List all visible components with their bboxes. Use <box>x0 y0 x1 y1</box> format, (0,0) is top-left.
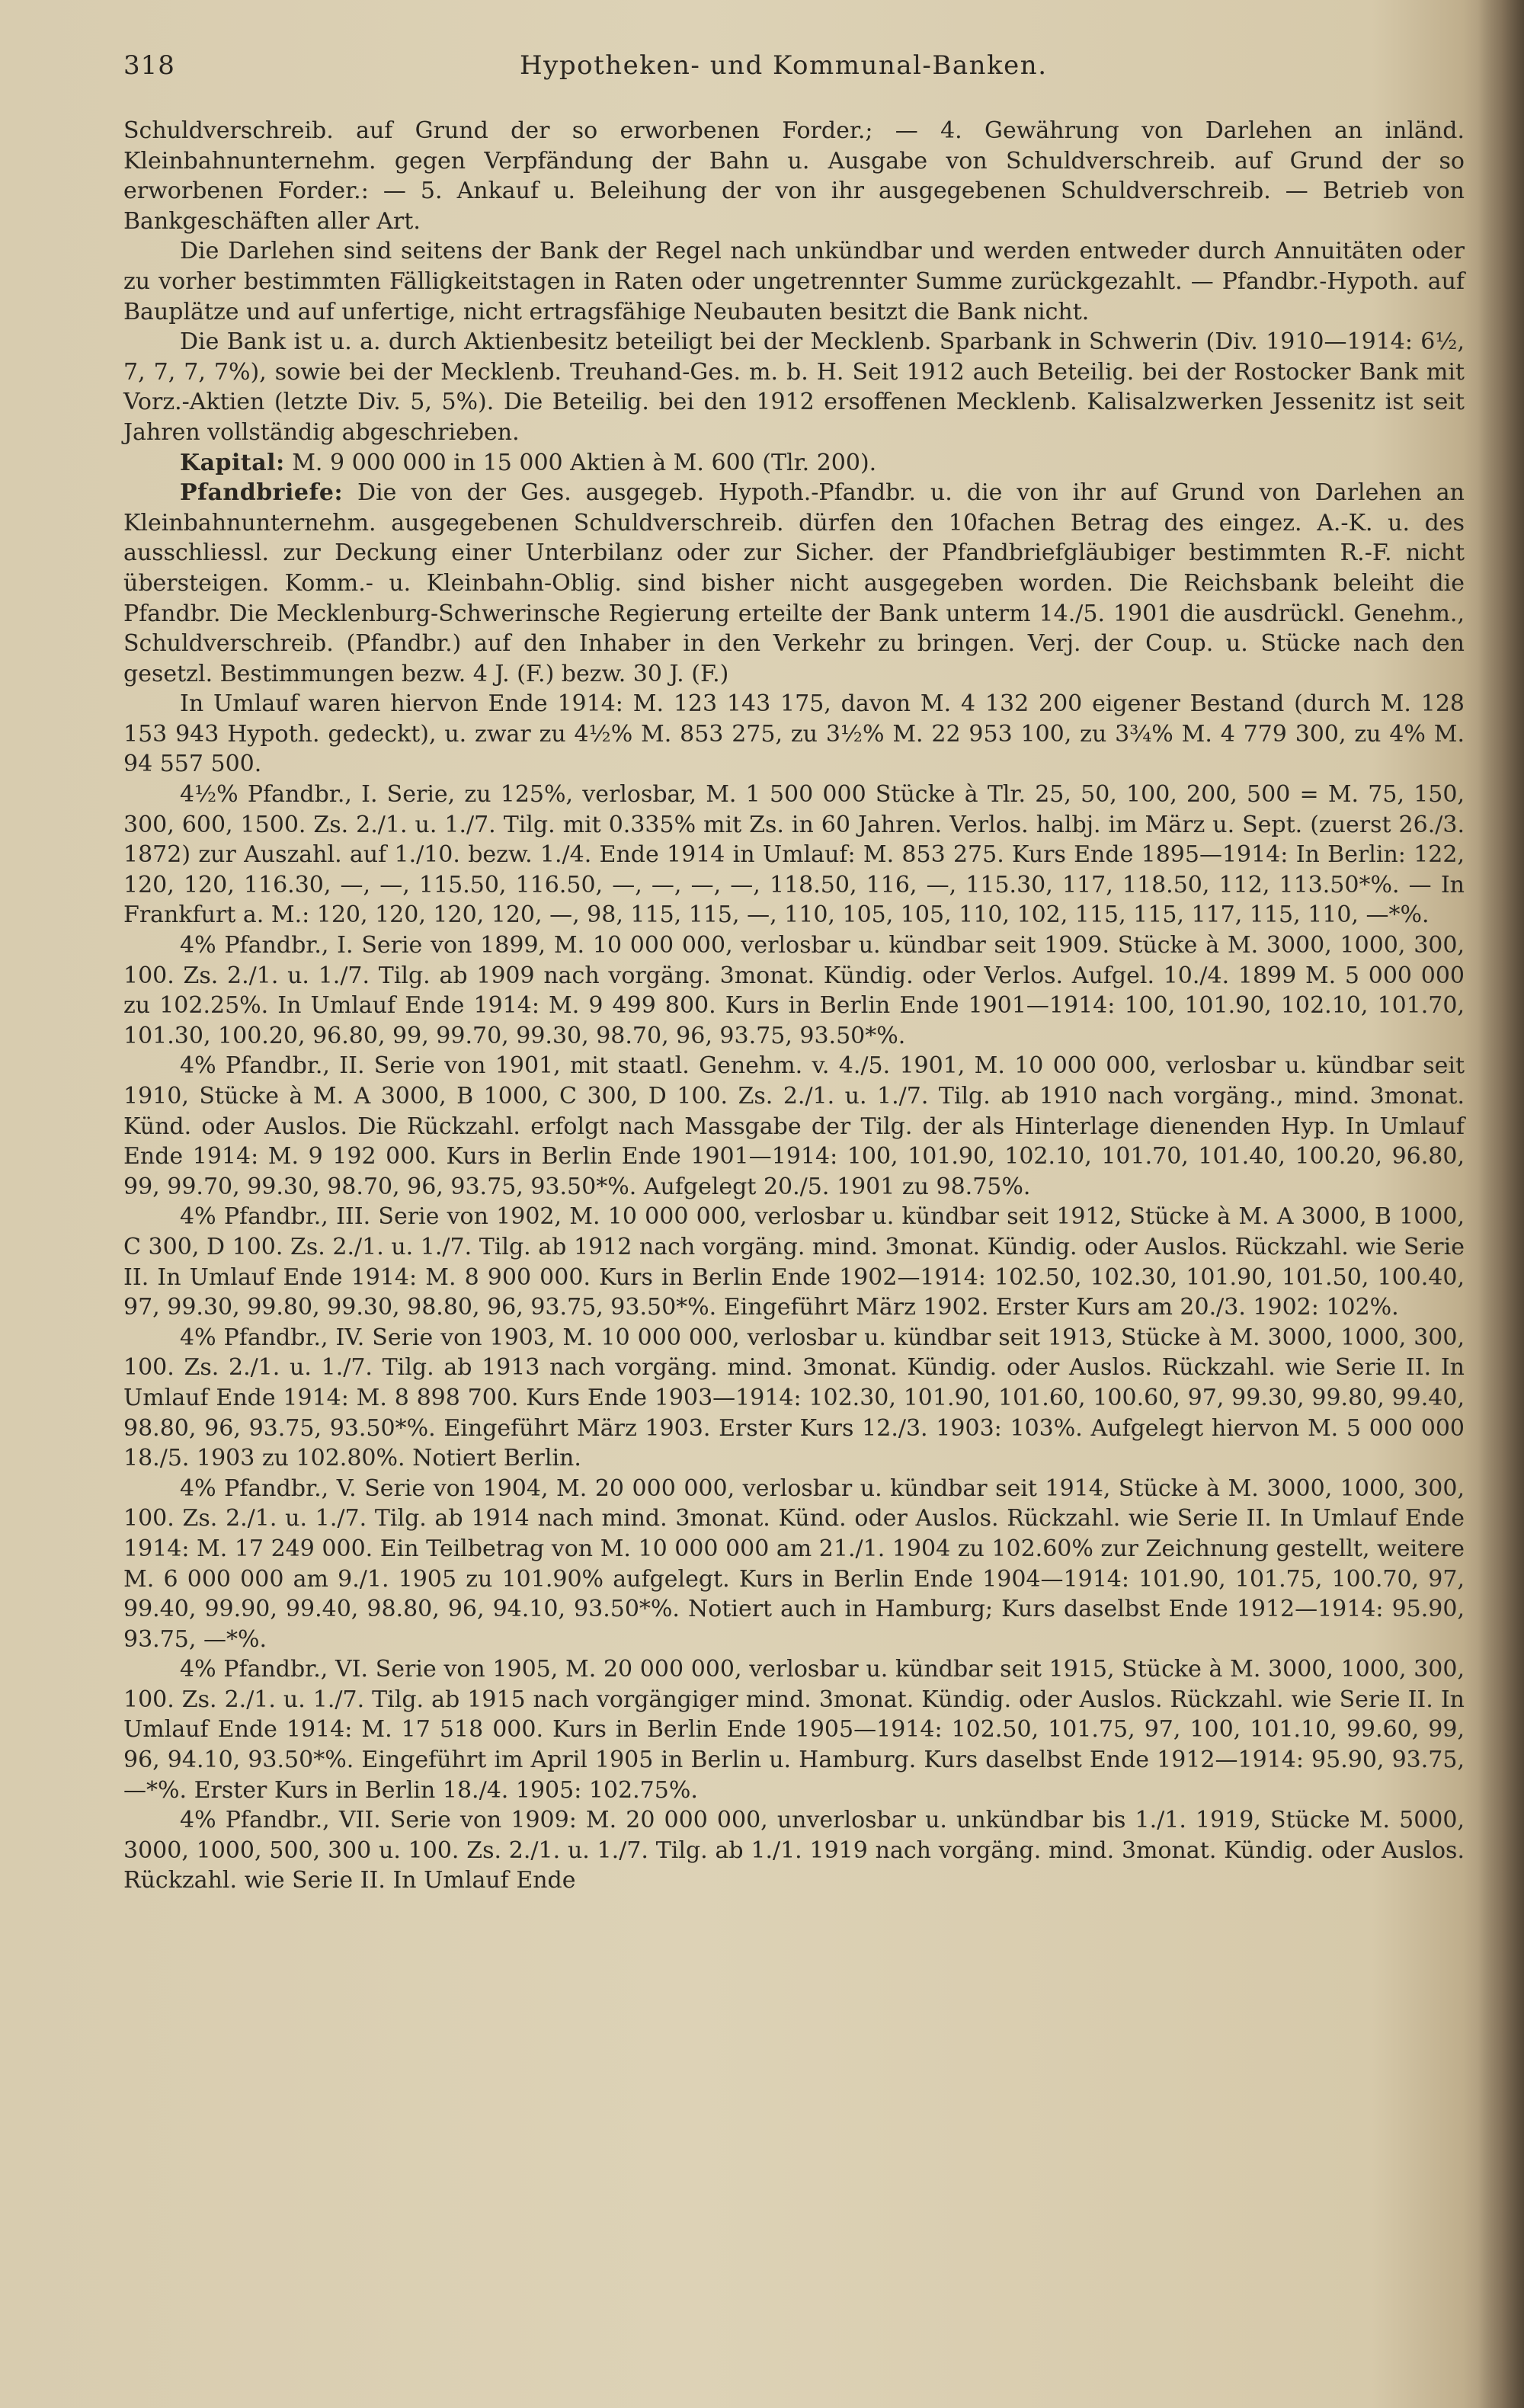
paragraph-serie-7: 4% Pfandbr., VII. Serie von 1909: M. 20 000 000, unverlosbar u. unkündbar bis 1./1. 1919, Stücke M. 5000, 3000, 1000, 500, 300 u. 100. Zs. 2./1. u. 1./7. Tilg. ab 1./1. 1919 nach vorgäng. mind. 3monat. Kündig. oder Auslos. Rückzahl. wie Serie II. In Umlauf Ende <box>123 1807 1465 1894</box>
paragraph-serie-4: 4% Pfandbr., IV. Serie von 1903, M. 10 000 000, verlosbar u. kündbar seit 1913, Stücke à M. 3000, 1000, 300, 100. Zs. 2./1. u. 1./7. Tilg. ab 1913 nach vorgäng. mind. 3monat. Kündig. oder Auslos. Rückzahl. wie Serie II. In Umlauf Ende 1914: M. 8 898 700. Kurs Ende 1903—1914: 102.30, 101.90, 101.60, 100.60, 97, 99.30, 99.80, 99.40, 98.80, 96, 93.75, 93.50*%. Eingeführt März 1903. Erster Kurs 12./3. 1903: 103%. Aufgelegt hiervon M. 5 000 000 18./5. 1903 zu 102.80%. Notiert Berlin. <box>123 1324 1465 1472</box>
kapital-label: Kapital: <box>180 449 285 476</box>
pfandbriefe-label: Pfandbriefe: <box>180 479 344 507</box>
paragraph-serie-6: 4% Pfandbr., VI. Serie von 1905, M. 20 000 000, verlosbar u. kündbar seit 1915, Stücke à M. 3000, 1000, 300, 100. Zs. 2./1. u. 1./7. Tilg. ab 1915 nach vorgängiger mind. 3monat. Kündig. oder Auslos. Rückzahl. wie Serie II. In Umlauf Ende 1914: M. 17 518 000. Kurs in Berlin Ende 1905—1914: 102.50, 101.75, 97, 100, 101.10, 99.60, 99, 96, 94.10, 93.50*%. Eingeführt im April 1905 in Berlin u. Hamburg. Kurs daselbst Ende 1912—1914: 95.90, 93.75, —*%. Erster Kurs in Berlin 18./4. 1905: 102.75%. <box>123 1656 1465 1804</box>
paragraph-serie-3: 4% Pfandbr., III. Serie von 1902, M. 10 000 000, verlosbar u. kündbar seit 1912, Stücke à M. A 3000, B 1000, C 300, D 100. Zs. 2./1. u. 1./7. Tilg. ab 1912 nach vorgäng. mind. 3monat. Kündig. oder Auslos. Rückzahl. wie Serie II. In Umlauf Ende 1914: M. 8 900 000. Kurs in Berlin Ende 1902—1914: 102.50, 102.30, 101.90, 101.50, 100.40, 97, 99.30, 99.80, 99.30, 98.80, 96, 93.75, 93.50*%. Eingeführt März 1902. Erster Kurs am 20./3. 1902: 102%. <box>123 1203 1465 1321</box>
paragraph-beteiligungen: Die Bank ist u. a. durch Aktienbesitz beteiligt bei der Mecklenb. Sparbank in Schwerin (Div. 1910—1914: 6½, 7, 7, 7, 7%), sowie bei der Mecklenb. Treuhand-Ges. m. b. H. Seit 1912 auch Beteilig. bei der Rostocker Bank mit Vorz.-Aktien (letzte Div. 5, 5%). Die Beteilig. bei den 1912 ersoffenen Mecklenb. Kalisalzwerken Jessenitz ist seit Jahren vollständig abgeschrieben. <box>123 328 1465 446</box>
paragraph-umlauf: In Umlauf waren hiervon Ende 1914: M. 123 143 175, davon M. 4 132 200 eigener Bestand (durch M. 128 153 943 Hypoth. gedeckt), u. zwar zu 4½% M. 853 275, zu 3½% M. 22 953 100, zu 3¾% M. 4 779 300, zu 4% M. 94 557 500. <box>123 690 1465 778</box>
paragraph-serie-5: 4% Pfandbr., V. Serie von 1904, M. 20 000 000, verlosbar u. kündbar seit 1914, Stücke à M. 3000, 1000, 300, 100. Zs. 2./1. u. 1./7. Tilg. ab 1914 nach mind. 3monat. Künd. oder Auslos. Rückzahl. wie Serie II. In Umlauf Ende 1914: M. 17 249 000. Ein Teilbetrag von M. 10 000 000 am 21./1. 1904 zu 102.60% zur Zeichnung gestellt, weitere M. 6 000 000 am 9./1. 1905 zu 101.90% aufgelegt. Kurs in Berlin Ende 1904—1914: 101.90, 101.75, 100.70, 97, 99.40, 99.90, 99.40, 98.80, 96, 94.10, 93.50*%. Notiert auch in Hamburg; Kurs daselbst Ende 1912—1914: 95.90, 93.75, —*%. <box>123 1475 1465 1653</box>
pfandbriefe-text: Die von der Ges. ausgegeb. Hypoth.-Pfandbr. u. die von ihr auf Grund von Darlehen an Kleinbahnunternehm. ausgegebenen Schuldverschreib. dürfen den 10fachen Betrag des eingez. A.-K. u. des ausschliessl. zur Deckung einer Unterbilanz oder zur Sicher. der Pfandbriefgläubiger bestimmten R.-F. nicht übersteigen. Komm.- u. Kleinbahn-Oblig. sind bisher nicht ausgegeben worden. Die Reichsbank beleiht die Pfandbr. Die Mecklenburg-Schwerinsche Regierung erteilte der Bank unterm 14./5. 1901 die ausdrückl. Genehm., Schuldverschreib. (Pfandbr.) auf den Inhaber in den Verkehr zu bringen. Verj. der Coup. u. Stücke nach den gesetzl. Bestimmungen bezw. 4 J. (F.) bezw. 30 J. (F.) <box>123 479 1465 687</box>
paragraph-serie-1-1899: 4% Pfandbr., I. Serie von 1899, M. 10 000 000, verlosbar u. kündbar seit 1909. Stücke à M. 3000, 1000, 300, 100. Zs. 2./1. u. 1./7. Tilg. ab 1909 nach vorgäng. 3monat. Kündig. oder Verlos. Aufgel. 10./4. 1899 M. 5 000 000 zu 102.25%. In Umlauf Ende 1914: M. 9 499 800. Kurs in Berlin Ende 1901—1914: 100, 101.90, 102.10, 101.70, 101.30, 100.20, 96.80, 99, 99.70, 99.30, 98.70, 96, 93.75, 93.50*%. <box>123 932 1465 1049</box>
paragraph-purpose-continued: Schuldverschreib. auf Grund der so erworbenen Forder.; — 4. Gewährung von Darlehen an inländ. Kleinbahnunternehm. gegen Verpfändung der Bahn u. Ausgabe von Schuldverschreib. auf Grund der so erworbenen Forder.: — 5. Ankauf u. Beleihung der von ihr ausgegebenen Schuldverschreib. — Betrieb von Bankgeschäften aller Art. <box>123 117 1465 235</box>
paragraph-darlehen: Die Darlehen sind seitens der Bank der Regel nach unkündbar und werden entweder durch Annuitäten oder zu vorher bestimmten Fälligkeitstagen in Raten oder ungetrennter Summe zurückgezahlt. — Pfandbr.-Hypoth. auf Bauplätze und auf unfertige, nicht ertragsfähige Neubauten besitzt die Bank nicht. <box>123 238 1465 325</box>
kapital-text: M. 9 000 000 in 15 000 Aktien à M. 600 (Tlr. 200). <box>284 449 877 476</box>
paragraph-kapital <box>123 448 1465 479</box>
paragraph-serie-2: 4% Pfandbr., II. Serie von 1901, mit staatl. Genehm. v. 4./5. 1901, M. 10 000 000, verlosbar u. kündbar seit 1910, Stücke à M. A 3000, B 1000, C 300, D 100. Zs. 2./1. u. 1./7. Tilg. ab 1910 nach vorgäng., mind. 3monat. Künd. oder Auslos. Die Rückzahl. erfolgt nach Massgabe der Tilg. der als Hinterlage dienenden Hyp. In Umlauf Ende 1914: M. 9 192 000. Kurs in Berlin Ende 1901—1914: 100, 101.90, 102.10, 101.70, 101.40, 100.20, 96.80, 99, 99.70, 99.30, 98.70, 96, 93.75, 93.50*%. Aufgelegt 20./5. 1901 zu 98.75%. <box>123 1052 1465 1200</box>
page-number: 318 <box>123 50 175 81</box>
paragraph-serie-1-4-5: 4½% Pfandbr., I. Serie, zu 125%, verlosbar, M. 1 500 000 Stücke à Tlr. 25, 50, 100, 200, 500 = M. 75, 150, 300, 600, 1500. Zs. 2./1. u. 1./7. Tilg. mit 0.335% mit Zs. in 60 Jahren. Verlos. halbj. im März u. Sept. (zuerst 26./3. 1872) zur Auszahl. auf 1./10. bezw. 1./4. Ende 1914 in Umlauf: M. 853 275. Kurs Ende 1895—1914: In Berlin: 122, 120, 120, 116.30, —, —, 115.50, 116.50, —, —, —, —, 118.50, 116, —, 115.30, 117, 118.50, 112, 113.50*%. — In Frankfurt a. M.: 120, 120, 120, 120, —, 98, 115, 115, —, 110, 105, 105, 110, 102, 115, 115, 117, 115, 110, —*%. <box>123 781 1465 929</box>
page-header <box>123 50 1472 93</box>
book-spine-shadow <box>1478 0 1524 2408</box>
running-title: Hypotheken- und Kommunal-Banken. <box>520 50 1048 81</box>
paragraph-pfandbriefe <box>123 478 1465 689</box>
body-text <box>123 116 1465 1896</box>
